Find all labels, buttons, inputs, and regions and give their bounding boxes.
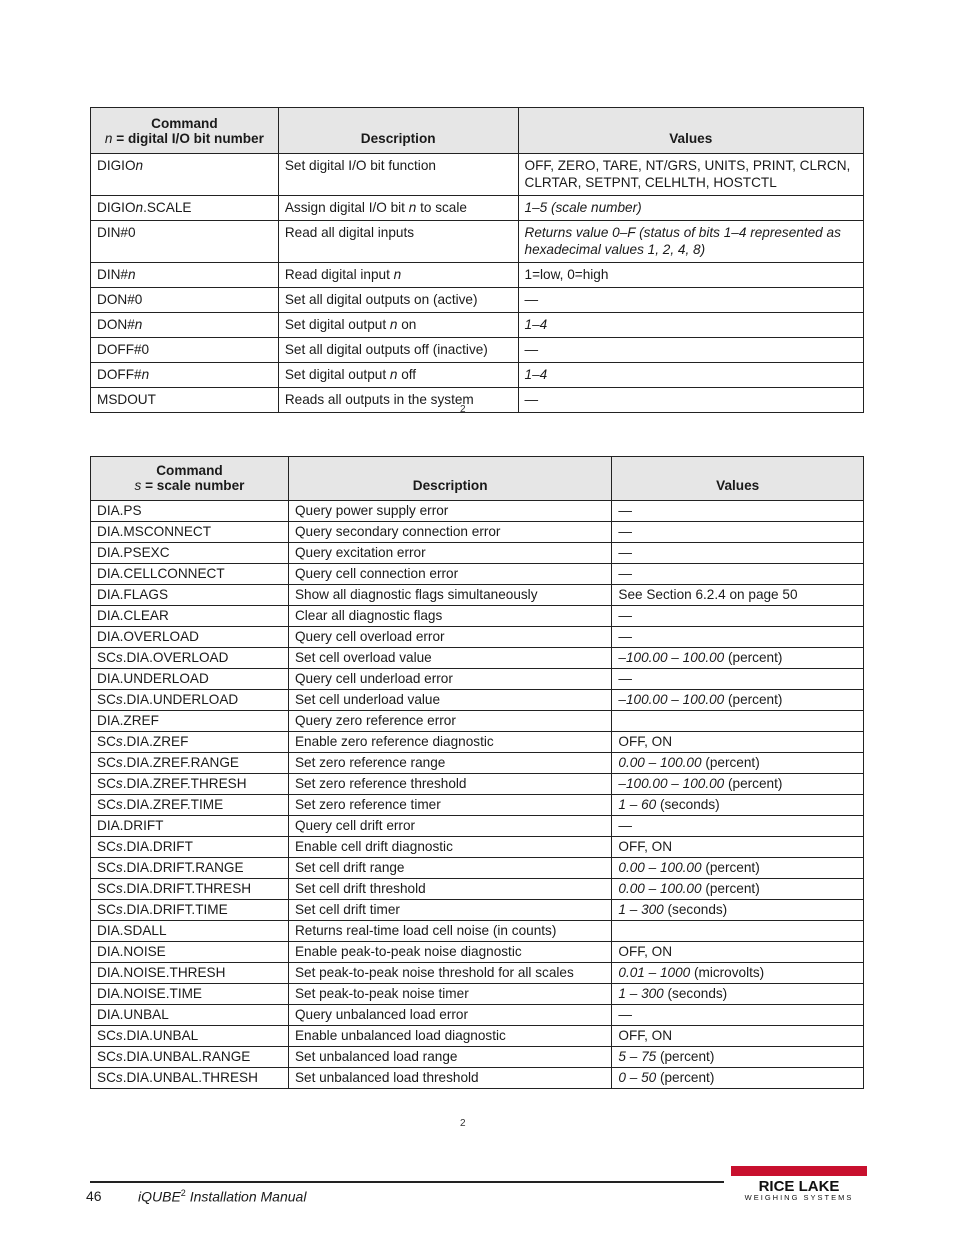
values-cell <box>612 795 864 816</box>
table-row <box>91 585 864 606</box>
table-row <box>91 858 864 879</box>
command-text: DIA.PSEXC <box>97 545 170 560</box>
values-range: –100.00 – 100.00 <box>618 776 725 791</box>
description-cell <box>278 263 518 288</box>
description-cell <box>278 313 518 338</box>
command-cell <box>91 585 289 606</box>
description-cell: Set cell overload value <box>288 648 611 669</box>
command-text: DIA.MSCONNECT <box>97 524 212 539</box>
values-cell: 1–5 (scale number) <box>518 196 863 221</box>
command-cell <box>91 816 289 837</box>
command-var: s <box>115 734 123 749</box>
values-cell <box>612 984 864 1005</box>
table-row <box>91 388 864 413</box>
command-text: DIN#0 <box>97 225 136 240</box>
values-text: (percent) <box>656 1070 715 1085</box>
command-suffix: .SCALE <box>143 200 192 215</box>
values-text: — <box>618 818 632 833</box>
description-text: Set digital output <box>284 367 390 382</box>
table-row <box>91 154 864 196</box>
command-prefix: SC <box>97 860 116 875</box>
table-row <box>91 363 864 388</box>
table-row <box>91 338 864 363</box>
table-row <box>91 221 864 263</box>
values-cell <box>612 1068 864 1089</box>
description-text: Read digital input <box>284 267 394 282</box>
table-row <box>91 1068 864 1089</box>
table-row <box>91 879 864 900</box>
description-cell: Query cell connection error <box>288 564 611 585</box>
command-cell <box>91 338 279 363</box>
description-cell: Enable peak-to-peak noise diagnostic <box>288 942 611 963</box>
manual-title-sup: 2 <box>180 1188 186 1198</box>
description-cell: Query secondary connection error <box>288 522 611 543</box>
logo-brand-name: RICE LAKE <box>758 1178 840 1195</box>
values-range: –100.00 – 100.00 <box>618 650 725 665</box>
description-cell: Query unbalanced load error <box>288 1005 611 1026</box>
table-row <box>91 669 864 690</box>
command-cell <box>91 313 279 338</box>
table-row <box>91 196 864 221</box>
values-cell <box>612 942 864 963</box>
command-var: n <box>135 158 144 173</box>
description-cell: Enable cell drift diagnostic <box>288 837 611 858</box>
table-row <box>91 1026 864 1047</box>
header-values: Values <box>612 457 864 501</box>
values-cell <box>612 711 864 732</box>
command-text: DIA.NOISE.TIME <box>97 986 202 1001</box>
values-range: 0.00 – 100.00 <box>618 860 702 875</box>
command-var: s <box>115 839 123 854</box>
values-cell <box>612 564 864 585</box>
values-text: — <box>618 629 632 644</box>
command-cell <box>91 1026 289 1047</box>
description-cell <box>278 221 518 263</box>
description-cell: Returns real-time load cell noise (in counts) <box>288 921 611 942</box>
table-row <box>91 900 864 921</box>
values-cell: — <box>518 338 863 363</box>
description-cell <box>278 388 518 413</box>
command-cell <box>91 288 279 313</box>
command-var: s <box>115 1049 123 1064</box>
command-text: .DIA.DRIFT.TIME <box>122 902 228 917</box>
table-row <box>91 921 864 942</box>
values-cell <box>612 774 864 795</box>
table-row <box>91 1005 864 1026</box>
command-cell <box>91 501 289 522</box>
description-cell: Query cell overload error <box>288 627 611 648</box>
values-text: (percent) <box>724 650 783 665</box>
command-cell <box>91 1005 289 1026</box>
command-text: .DIA.DRIFT.RANGE <box>122 860 244 875</box>
values-cell <box>612 648 864 669</box>
command-cell <box>91 522 289 543</box>
command-text: DIGIO <box>97 158 136 173</box>
values-text: — <box>618 608 632 623</box>
values-text: OFF, ON <box>618 1028 673 1043</box>
values-cell <box>612 669 864 690</box>
description-cell: Query excitation error <box>288 543 611 564</box>
values-cell <box>612 837 864 858</box>
values-cell <box>612 732 864 753</box>
command-var: s <box>115 797 123 812</box>
command-text: .DIA.UNBAL.RANGE <box>122 1049 251 1064</box>
table-row <box>91 1047 864 1068</box>
command-prefix: SC <box>97 755 116 770</box>
command-text: DIA.UNBAL <box>97 1007 169 1022</box>
command-cell <box>91 732 289 753</box>
command-cell <box>91 543 289 564</box>
rice-lake-logo <box>729 1166 869 1202</box>
values-range: 5 – 75 <box>618 1049 657 1064</box>
values-cell <box>612 543 864 564</box>
values-range: 1 – 60 <box>618 797 657 812</box>
command-text: .DIA.ZREF.THRESH <box>122 776 247 791</box>
table-row <box>91 263 864 288</box>
command-text: DIA.NOISE.THRESH <box>97 965 226 980</box>
header-description: Description <box>288 457 611 501</box>
values-text: — <box>618 566 632 581</box>
description-cell <box>278 338 518 363</box>
values-cell: 1=low, 0=high <box>518 263 863 288</box>
command-prefix: SC <box>97 692 116 707</box>
table-row <box>91 543 864 564</box>
description-text: Set digital output <box>284 317 390 332</box>
command-cell <box>91 669 289 690</box>
description-cell: Set peak-to-peak noise threshold for all scales <box>288 963 611 984</box>
values-text: (microvolts) <box>690 965 765 980</box>
command-cell <box>91 263 279 288</box>
command-cell <box>91 154 279 196</box>
table-row <box>91 288 864 313</box>
description-var: n <box>408 200 417 215</box>
table-row <box>91 711 864 732</box>
command-text: .DIA.ZREF <box>122 734 189 749</box>
command-cell <box>91 753 289 774</box>
description-cell: Query cell underload error <box>288 669 611 690</box>
values-range: 0.01 – 1000 <box>618 965 691 980</box>
command-text: .DIA.UNBAL.THRESH <box>122 1070 258 1085</box>
command-cell <box>91 1068 289 1089</box>
table-row <box>91 984 864 1005</box>
header-command-note: = digital I/O bit number <box>112 131 264 146</box>
header-values: Values <box>518 108 863 154</box>
values-text: (percent) <box>701 881 760 896</box>
logo-brand-tagline: WEIGHING SYSTEMS <box>744 1193 854 1202</box>
footer-rule <box>90 1181 724 1183</box>
description-cell <box>278 196 518 221</box>
command-var: s <box>115 1070 123 1085</box>
command-var: s <box>115 902 123 917</box>
command-text: .DIA.OVERLOAD <box>122 650 229 665</box>
header-command-title: Command <box>156 463 223 478</box>
command-cell <box>91 774 289 795</box>
command-var: s <box>115 692 123 707</box>
table-row <box>91 627 864 648</box>
command-cell <box>91 858 289 879</box>
header-command-note: = scale number <box>141 478 245 493</box>
manual-title-product: iQUBE <box>138 1188 181 1205</box>
values-text: — <box>618 503 632 518</box>
command-var: s <box>115 1028 123 1043</box>
description-text: Set all digital outputs on (active) <box>284 292 478 307</box>
command-text: .DIA.UNDERLOAD <box>122 692 239 707</box>
command-var: n <box>134 317 143 332</box>
description-cell: Set zero reference range <box>288 753 611 774</box>
values-cell <box>612 1047 864 1068</box>
values-cell <box>612 858 864 879</box>
command-cell <box>91 627 289 648</box>
description-suffix: to scale <box>416 200 467 215</box>
description-cell: Set unbalanced load threshold <box>288 1068 611 1089</box>
description-cell: Set cell drift range <box>288 858 611 879</box>
command-cell <box>91 606 289 627</box>
command-text: MSDOUT <box>97 392 156 407</box>
command-text: DOFF#0 <box>97 342 150 357</box>
description-cell: Set cell drift threshold <box>288 879 611 900</box>
table-row <box>91 501 864 522</box>
header-description: Description <box>278 108 518 154</box>
command-text: DOFF# <box>97 367 142 382</box>
description-cell: Set cell underload value <box>288 690 611 711</box>
command-text: DIA.CELLCONNECT <box>97 566 225 581</box>
values-cell <box>612 1026 864 1047</box>
values-text: — <box>618 545 632 560</box>
values-text: (percent) <box>656 1049 715 1064</box>
values-cell <box>612 606 864 627</box>
table-row <box>91 606 864 627</box>
manual-title-rest: Installation Manual <box>185 1188 307 1205</box>
table-row <box>91 774 864 795</box>
command-text: DIA.FLAGS <box>97 587 169 602</box>
command-var: n <box>127 267 136 282</box>
command-var: s <box>115 860 123 875</box>
description-cell <box>278 154 518 196</box>
values-cell: OFF, ZERO, TARE, NT/GRS, UNITS, PRINT, CLRCN, CLRTAR, SETPNT, CELHLTH, HOSTCTL <box>518 154 863 196</box>
values-cell <box>612 627 864 648</box>
values-text: (seconds) <box>663 902 728 917</box>
header-command-title: Command <box>151 116 218 131</box>
description-suffix: off <box>397 367 417 382</box>
command-text: .DIA.DRIFT <box>122 839 193 854</box>
values-range: 1 – 300 <box>618 986 664 1001</box>
values-cell: — <box>518 288 863 313</box>
values-cell: 1–4 <box>518 313 863 338</box>
command-cell <box>91 388 279 413</box>
command-cell <box>91 963 289 984</box>
command-cell <box>91 196 279 221</box>
command-cell <box>91 711 289 732</box>
command-text: DIA.UNDERLOAD <box>97 671 209 686</box>
command-cell <box>91 837 289 858</box>
values-text: (percent) <box>701 755 760 770</box>
table-row <box>91 313 864 338</box>
command-text: .DIA.DRIFT.THRESH <box>122 881 252 896</box>
command-prefix: SC <box>97 1028 116 1043</box>
description-cell: Set cell drift timer <box>288 900 611 921</box>
table1-page-marker: 2 <box>460 404 466 415</box>
description-cell: Set zero reference threshold <box>288 774 611 795</box>
command-cell <box>91 648 289 669</box>
values-cell <box>612 522 864 543</box>
description-text: Set digital I/O bit function <box>284 158 436 173</box>
values-cell <box>612 816 864 837</box>
values-text: OFF, ON <box>618 734 673 749</box>
command-text: .DIA.ZREF.TIME <box>122 797 224 812</box>
values-range: 0 – 50 <box>618 1070 657 1085</box>
description-cell: Clear all diagnostic flags <box>288 606 611 627</box>
table-row <box>91 942 864 963</box>
description-cell: Query zero reference error <box>288 711 611 732</box>
values-text: (percent) <box>701 860 760 875</box>
table-row <box>91 648 864 669</box>
description-text: Reads all outputs in the system <box>284 392 474 407</box>
command-var: s <box>115 776 123 791</box>
values-text: (percent) <box>724 692 783 707</box>
command-text: DIA.OVERLOAD <box>97 629 199 644</box>
command-cell <box>91 900 289 921</box>
table-row <box>91 753 864 774</box>
values-cell <box>612 753 864 774</box>
description-var: n <box>389 317 398 332</box>
table-row <box>91 837 864 858</box>
values-text: (seconds) <box>663 986 728 1001</box>
command-prefix: SC <box>97 839 116 854</box>
values-range: 0.00 – 100.00 <box>618 755 702 770</box>
command-cell <box>91 879 289 900</box>
description-cell: Enable unbalanced load diagnostic <box>288 1026 611 1047</box>
table-row <box>91 690 864 711</box>
values-range: 1 – 300 <box>618 902 664 917</box>
command-prefix: SC <box>97 902 116 917</box>
command-text: DIA.ZREF <box>97 713 159 728</box>
description-var: n <box>389 367 398 382</box>
header-command <box>91 108 279 154</box>
values-cell: 1–4 <box>518 363 863 388</box>
command-text: DON# <box>97 317 135 332</box>
values-cell <box>612 900 864 921</box>
values-text: — <box>618 524 632 539</box>
command-text: DIA.DRIFT <box>97 818 164 833</box>
command-prefix: SC <box>97 650 116 665</box>
command-cell <box>91 363 279 388</box>
command-cell <box>91 690 289 711</box>
table-row <box>91 564 864 585</box>
command-text: DIA.PS <box>97 503 142 518</box>
command-cell <box>91 942 289 963</box>
values-cell <box>612 1005 864 1026</box>
command-text: .DIA.ZREF.RANGE <box>122 755 240 770</box>
header-command <box>91 457 289 501</box>
command-var: n <box>135 200 144 215</box>
table-row <box>91 732 864 753</box>
command-var: n <box>141 367 150 382</box>
table-row <box>91 795 864 816</box>
command-var: s <box>115 650 123 665</box>
values-text: (seconds) <box>656 797 720 812</box>
description-suffix: on <box>397 317 417 332</box>
header-command-var: s <box>134 478 142 493</box>
command-text: DIA.SDALL <box>97 923 167 938</box>
description-cell: Set zero reference timer <box>288 795 611 816</box>
values-text: OFF, ON <box>618 944 673 959</box>
values-cell: — <box>518 388 863 413</box>
command-text: DIA.CLEAR <box>97 608 169 623</box>
diagnostic-commands-table <box>90 456 864 1089</box>
values-range: 0.00 – 100.00 <box>618 881 702 896</box>
values-text: (percent) <box>724 776 783 791</box>
command-prefix: SC <box>97 1070 116 1085</box>
command-prefix: SC <box>97 881 116 896</box>
description-cell: Set unbalanced load range <box>288 1047 611 1068</box>
description-text: Set all digital outputs off (inactive) <box>284 342 488 357</box>
logo-red-bar <box>731 1166 867 1176</box>
description-cell: Query cell drift error <box>288 816 611 837</box>
values-cell <box>612 921 864 942</box>
values-cell <box>612 501 864 522</box>
description-cell: Show all diagnostic flags simultaneously <box>288 585 611 606</box>
command-text: .DIA.UNBAL <box>122 1028 199 1043</box>
description-text: Assign digital I/O bit <box>284 200 409 215</box>
command-text: DIN# <box>97 267 128 282</box>
values-text: See Section 6.2.4 on page 50 <box>618 587 798 602</box>
manual-title <box>138 1188 306 1205</box>
command-cell <box>91 984 289 1005</box>
page-number: 46 <box>86 1188 102 1204</box>
command-cell <box>91 921 289 942</box>
values-text: — <box>618 671 632 686</box>
values-cell <box>612 963 864 984</box>
command-text: DON#0 <box>97 292 143 307</box>
command-prefix: SC <box>97 1049 116 1064</box>
table-row <box>91 816 864 837</box>
description-var: n <box>393 267 402 282</box>
values-cell: Returns value 0–F (status of bits 1–4 represented as hexadecimal values 1, 2, 4, 8) <box>518 221 863 263</box>
command-cell <box>91 795 289 816</box>
command-cell <box>91 221 279 263</box>
command-cell <box>91 1047 289 1068</box>
description-text: Read all digital inputs <box>284 225 415 240</box>
values-cell <box>612 879 864 900</box>
digital-io-commands-table <box>90 107 864 413</box>
command-text: DIGIO <box>97 200 136 215</box>
values-text: OFF, ON <box>618 839 673 854</box>
description-cell: Set peak-to-peak noise timer <box>288 984 611 1005</box>
description-cell <box>278 363 518 388</box>
command-prefix: SC <box>97 776 116 791</box>
command-var: s <box>115 755 123 770</box>
values-range: –100.00 – 100.00 <box>618 692 725 707</box>
command-cell <box>91 564 289 585</box>
description-cell <box>278 288 518 313</box>
table2-page-marker: 2 <box>460 1118 466 1129</box>
description-cell: Query power supply error <box>288 501 611 522</box>
description-cell: Enable zero reference diagnostic <box>288 732 611 753</box>
values-cell <box>612 585 864 606</box>
header-command-var: n <box>104 131 113 146</box>
table-row <box>91 522 864 543</box>
command-var: s <box>115 881 123 896</box>
command-prefix: SC <box>97 797 116 812</box>
table-row <box>91 963 864 984</box>
command-text: DIA.NOISE <box>97 944 166 959</box>
values-text: — <box>618 1007 632 1022</box>
command-prefix: SC <box>97 734 116 749</box>
values-cell <box>612 690 864 711</box>
